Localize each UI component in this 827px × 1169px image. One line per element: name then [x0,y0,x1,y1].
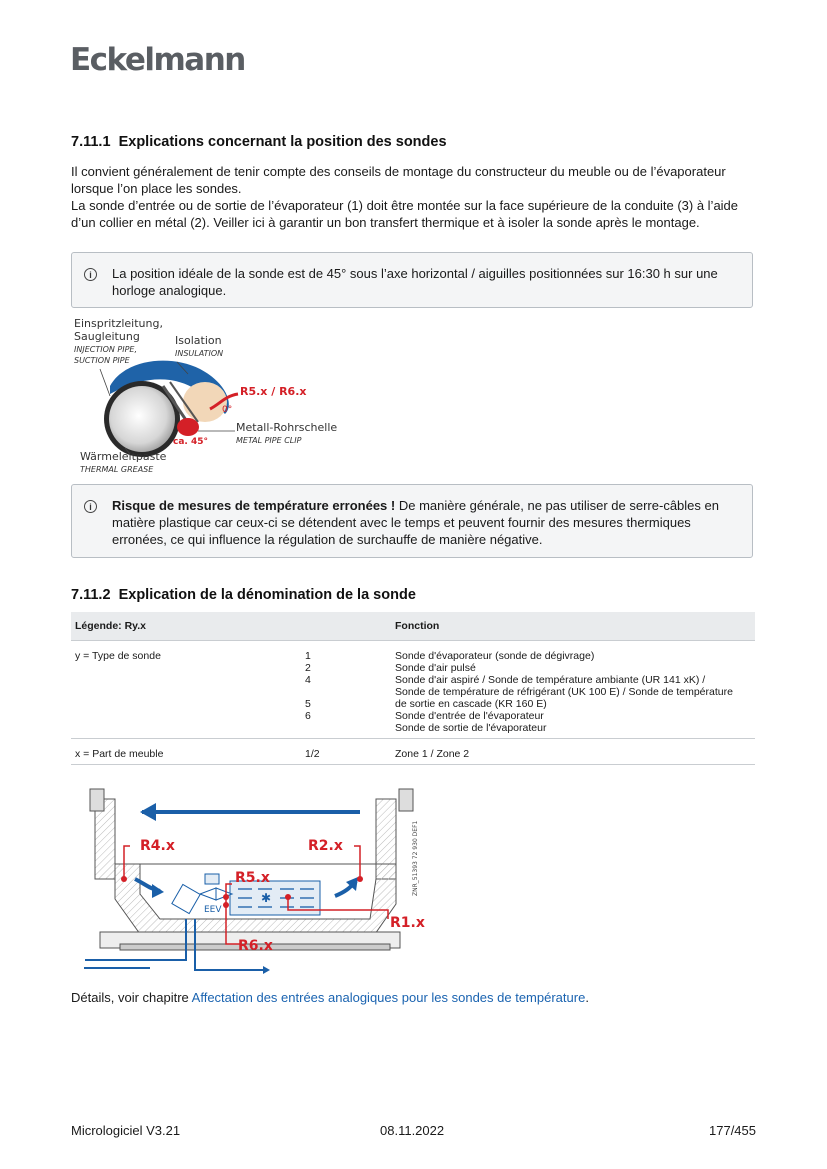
sensor-position-figure [70,314,350,476]
table-row [71,739,755,765]
eev-valve [205,874,219,884]
section-heading-7-11-2 [71,587,416,603]
section-number: 7.11.1 [71,134,111,150]
function-line: Sonde d'évaporateur (sonde de dégivrage) [395,650,595,662]
label-injection-de: Einspritzleitung, [74,317,163,330]
info-note [71,252,753,308]
code-value: 4 [305,674,311,686]
table-cell-zone: Zone 1 / Zone 2 [391,739,755,765]
sensor-shape [177,418,199,436]
label-r5: R5.x [235,870,270,886]
function-line: Sonde d'air pulsé [395,662,476,674]
label-injection-en: INJECTION PIPE, [74,345,138,354]
table-cell-codes [301,641,391,739]
label-suction-de: Saugleitung [74,330,140,343]
table-header-legend: Légende: Ry.x [71,612,301,641]
table-header-function: Fonction [391,612,755,641]
code-value: 5 [305,698,311,710]
label-clip-de: Metall-Rohrschelle [236,421,338,434]
table-header-code [301,612,391,641]
details-line [71,989,761,1006]
warning-note [71,484,753,558]
table-header-row [71,612,755,641]
info-note-text: La position idéale de la sonde est de 45° sous l’axe horizontal / aiguilles positionnées sur 16:30 h sur une horloge analogique. [112,266,718,298]
paragraph-intro: Il convient généralement de tenir compte des conseils de montage du constructeur du meuble ou de l’évaporateur lorsque l’on place les sondes. [71,164,726,196]
section-heading-7-11-1 [71,134,447,150]
warning-title: Risque de mesures de température erronées ! [112,498,396,513]
section-title: Explication de la dénomination de la sonde [118,587,416,603]
function-line: Sonde d'entrée de l'évaporateur [395,710,544,722]
function-line: Sonde d'air aspiré / Sonde de température ambiante (UR 141 xK) / [395,674,706,686]
function-line: Sonde de température de réfrigérant (UK 100 E) / Sonde de température [395,686,733,698]
paragraph-mounting: La sonde d’entrée ou de sortie de l’évaporateur (1) doit être montée sur la face supérieure de la conduite (3) à l’aide d’un collier en métal (2). Veiller ici à garantir un bon transfert thermique et à isoler la sonde après le montage. [71,198,739,230]
details-suffix: . [585,990,589,1005]
info-icon: i [84,268,97,281]
label-sensor: R5.x / R6.x [240,385,307,398]
label-r6: R6.x [238,938,273,954]
code-value: 2 [305,662,311,674]
pipe-inner [109,386,175,452]
label-insulation-en: INSULATION [175,349,224,358]
function-line: de sortie en cascade (KR 160 E) [395,698,547,710]
label-grease-de: Wärmeleitpaste [80,450,167,463]
function-line: Sonde de sortie de l'évaporateur [395,722,547,734]
chapter-link[interactable]: Affectation des entrées analogiques pour les sondes de température [191,990,586,1005]
code-value [305,686,387,698]
code-value: 6 [305,710,311,722]
code-value [305,722,387,734]
footer-date: 08.11.2022 [380,1123,445,1138]
eckelmann-logo: Eckelmann [70,42,245,78]
table-cell-zone-code: 1/2 [301,739,391,765]
label-insulation-de: Isolation [175,334,222,347]
label-r2: R2.x [308,838,343,854]
details-prefix: Détails, voir chapitre [71,990,192,1005]
label-r4: R4.x [140,838,175,854]
label-eev: EEV [204,905,222,915]
label-angle: ca. 45° [173,437,208,447]
warning-body: De manière générale, ne pas utiliser de serre-câbles en matière plastique car ceux-ci se détendent avec le temps et peuvent fournir des mesures thermiques erronées, ce qui influence la régulation de surchauffe de manière négative. [112,498,719,547]
footer-software-version: Micrologiciel V3.21 [71,1123,181,1138]
cabinet-sensor-diagram [80,784,430,974]
label-clip-en: METAL PIPE CLIP [236,436,302,445]
label-grease-en: THERMAL GREASE [80,465,154,474]
label-r1: R1.x [390,915,425,931]
table-cell-part: x = Part de meuble [71,739,301,765]
table-cell-functions [391,641,755,739]
code-value: 1 [305,650,311,662]
label-zero-degree: 0° [222,405,233,415]
warning-note-text [112,497,738,548]
label-drawing-code: ZNR_51393 72 930 DEF1 [412,820,419,896]
svg-text:✱: ✱ [261,891,272,905]
footer-page-number: 177/455 [709,1123,756,1138]
section-number: 7.11.2 [71,587,111,603]
sensor-naming-table [71,612,755,765]
label-suction-en: SUCTION PIPE [74,356,130,365]
section-title: Explications concernant la position des sondes [118,134,447,150]
table-cell-type: y = Type de sonde [71,641,301,739]
info-icon: i [84,500,97,513]
table-row [71,641,755,739]
